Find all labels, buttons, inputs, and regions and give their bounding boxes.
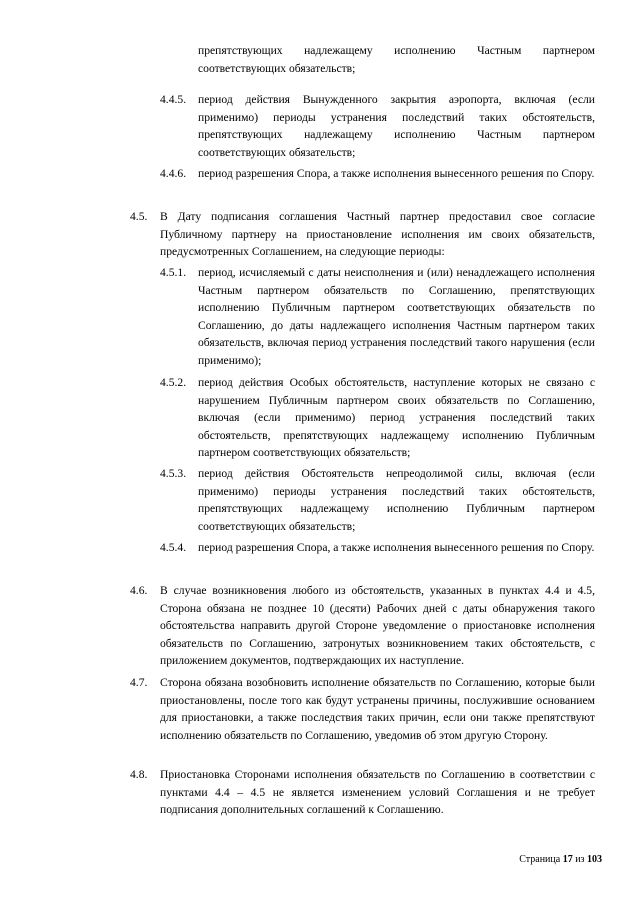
paragraph-4-5-2: период действия Особых обстоятельств, наступление которых не связано с нарушением Публичным партнером своих обязательств по Соглашению, включая (если применимо) период устранения последствий таких обстоятельств, препятствующих надлежащему исполнению Публичным партнером соответствующих обязательств;	[198, 376, 595, 460]
page-of-label: из	[575, 854, 585, 865]
page-number: 17	[562, 854, 573, 865]
clause-number-4-8: 4.8.	[130, 768, 148, 781]
paragraph-4-5: В Дату подписания соглашения Частный партнер предоставил свое согласие Публичному партнеру на приостановление исполнения им своих обязательств, предусмотренных Соглашением, на следующие периоды:	[160, 210, 595, 259]
page-footer	[519, 851, 602, 869]
page-label: Страница	[519, 854, 561, 865]
paragraph-4-5-3: период действия Обстоятельств непреодолимой силы, включая (если применимо) периоды устранения последствий таких обстоятельств, препятствующих надлежащему исполнению Публичным партнером соответствующих обязательств;	[198, 467, 595, 533]
paragraph-4-6: В случае возникновения любого из обстоятельств, указанных в пунктах 4.4 и 4.5, Сторона обязана не позднее 10 (десяти) Рабочих дней с даты обнаружения такого обстоятельства направить другой Стороне уведомление о приостановке исполнения обязательств по Соглашению, затронутых возникновением таких обстоятельств, с приложением документов, подтверждающих их наступление.	[160, 584, 595, 668]
clause-number-4-5-3: 4.5.3.	[160, 467, 187, 480]
paragraph-4-4-6: период разрешения Спора, а также исполнения вынесенного решения по Спору.	[198, 167, 595, 180]
paragraph-4-5-4: период разрешения Спора, а также исполнения вынесенного решения по Спору.	[198, 541, 595, 554]
paragraph-4-4-4-continuation: препятствующих надлежащему исполнению Частным партнером соответствующих обязательств;	[198, 44, 595, 75]
clause-number-4-5-4: 4.5.4.	[160, 541, 187, 554]
paragraph-4-5-1: период, исчисляемый с даты неисполнения и (или) ненадлежащего исполнения Частным партнером обязательств по Соглашению, препятствующих исполнению Публичным партнером соответствующих обязательств по Соглашению, до даты надлежащего исполнения Частным партнером таких обязательств, включая период устранения последствий такого нарушения (если применимо);	[198, 266, 595, 367]
clause-number-4-5: 4.5.	[130, 210, 148, 223]
clause-number-4-4-6: 4.4.6.	[160, 167, 187, 180]
clause-number-4-5-2: 4.5.2.	[160, 376, 187, 389]
paragraph-4-7: Сторона обязана возобновить исполнение обязательств по Соглашению, которые были приостановлены, после того как будут устранены причины, послужившие основанием для приостановки, а также последствия таких причин, если они также препятствуют исполнению обязательств по Соглашению, уведомив об этом другую Сторону.	[160, 676, 595, 742]
paragraph-4-4-5: период действия Вынужденного закрытия аэропорта, включая (если применимо) периоды устранения последствий таких обстоятельств, препятствующих надлежащему исполнению Частным партнером соответствующих обязательств;	[198, 93, 595, 159]
clause-number-4-4-5: 4.4.5.	[160, 93, 187, 106]
clause-number-4-6: 4.6.	[130, 584, 148, 597]
clause-number-4-7: 4.7.	[130, 676, 148, 689]
paragraph-4-8: Приостановка Сторонами исполнения обязательств по Соглашению в соответствии с пунктами 4.4 – 4.5 не является изменением условий Соглашения и не требует подписания дополнительных соглашений к Соглашению.	[160, 768, 595, 817]
page-total: 103	[587, 854, 602, 865]
clause-number-4-5-1: 4.5.1.	[160, 266, 187, 279]
